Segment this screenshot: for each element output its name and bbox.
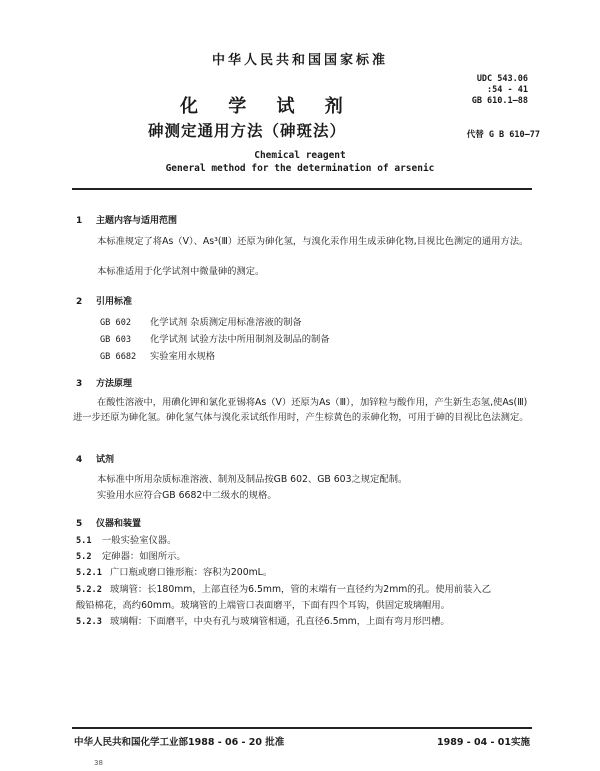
reference-code: GB 6682 xyxy=(100,352,137,362)
list-item-continuation xyxy=(76,598,450,613)
section-number: 5 xyxy=(76,519,83,529)
list-item xyxy=(76,533,176,549)
section-title: 试剂 xyxy=(96,455,115,465)
section-4-heading xyxy=(76,452,114,465)
gb-code: GB 610.1—88 xyxy=(471,96,528,106)
reference-code: GB 603 xyxy=(100,335,132,345)
approval-note: 中华人民共和国化学工业部1988 - 06 - 20 批准 xyxy=(74,737,285,748)
page-number: 38 xyxy=(94,759,103,767)
section-5-heading xyxy=(76,516,141,529)
replaces-note: 代替 G B 610—77 xyxy=(466,130,540,140)
section-3-paragraph-1: 在酸性溶液中，用碘化钾和氯化亚锡将As（V）还原为As（Ⅲ），加锌粒与酸作用，产生新生态氢,使As(Ⅲ)进一步还原为砷化氢。砷化氢气体与溴化汞试纸作用时，产生棕黄色的汞砷化物，可用于砷的目视比色法测定。 xyxy=(73,397,529,423)
section-number: 2 xyxy=(76,297,83,307)
item-number: 5.2.2 xyxy=(76,585,102,595)
list-item xyxy=(76,549,186,565)
reference-item xyxy=(100,314,302,328)
udc-block xyxy=(472,74,528,107)
bottom-divider xyxy=(72,727,532,729)
item-text: 玻璃帽：下面磨平，中央有孔与玻璃管相通，孔直径6.5mm，上面有弯月形凹槽。 xyxy=(110,616,450,627)
udc-line1: UDC 543.06 xyxy=(476,74,528,84)
title-cn-line1: 化 学 试 剂 xyxy=(180,96,355,117)
item-number: 5.2.1 xyxy=(76,568,102,578)
item-text: 一般实验室仪器。 xyxy=(102,535,177,546)
section-1-paragraph-1: 本标准规定了将As（V）、As³(Ⅲ）还原为砷化氢，与溴化汞作用生成汞砷化物,目视比色测定的通用方法。 xyxy=(97,236,529,247)
section-3-heading xyxy=(76,376,132,389)
section-title: 主题内容与适用范围 xyxy=(96,216,178,226)
reference-item xyxy=(100,348,215,362)
list-item xyxy=(76,582,491,598)
item-number: 5.2.3 xyxy=(76,617,102,627)
section-title: 方法原理 xyxy=(96,379,133,389)
section-number: 1 xyxy=(76,216,83,226)
item-text: 广口瓶或磨口锥形瓶：容积为200mL。 xyxy=(110,567,273,578)
section-2-heading xyxy=(76,294,132,307)
title-en-line2: General method for the determination of arsenic xyxy=(165,163,435,174)
section-title: 引用标准 xyxy=(96,297,133,307)
list-item xyxy=(76,614,450,630)
reference-text: 化学试剂 杂质测定用标准溶液的制备 xyxy=(150,317,302,328)
reference-code: GB 602 xyxy=(100,318,132,328)
section-title: 仪器和装置 xyxy=(96,519,142,529)
title-en-line1: Chemical reagent xyxy=(254,150,346,161)
top-divider xyxy=(72,188,532,190)
section-4-paragraph-2: 实验用水应符合GB 6682中二级水的规格。 xyxy=(97,490,277,501)
section-1-heading xyxy=(76,213,177,226)
item-text: 酸铅棉花，高约60mm。玻璃管的上端管口表面磨平，下面有四个耳钩，供固定玻璃帽用。 xyxy=(76,600,450,611)
item-number: 5.1 xyxy=(76,536,92,546)
implementation-date: 1989 - 04 - 01实施 xyxy=(437,737,530,748)
section-number: 3 xyxy=(76,379,83,389)
reference-item xyxy=(100,331,330,345)
reference-text: 化学试剂 试验方法中所用制剂及制品的制备 xyxy=(150,334,330,345)
standard-header: 中华人民共和国国家标准 xyxy=(211,53,388,68)
reference-text: 实验室用水规格 xyxy=(150,351,216,362)
item-text: 定砷器：如图所示。 xyxy=(102,551,186,562)
section-number: 4 xyxy=(76,455,83,465)
section-4-paragraph-1: 本标准中所用杂质标准溶液、制剂及制品按GB 602、GB 603之规定配制。 xyxy=(97,474,408,485)
item-number: 5.2 xyxy=(76,552,92,562)
udc-line2: :54 - 41 xyxy=(487,85,528,95)
list-item xyxy=(76,565,272,581)
item-text: 玻璃管：长180mm，上部直径为6.5mm，管的末端有一直径约为2mm的孔。使用前装入乙 xyxy=(110,584,491,595)
title-cn-line2: 砷测定通用方法（砷斑法） xyxy=(148,122,347,140)
section-1-paragraph-2: 本标准适用于化学试剂中微量砷的测定。 xyxy=(97,266,265,277)
